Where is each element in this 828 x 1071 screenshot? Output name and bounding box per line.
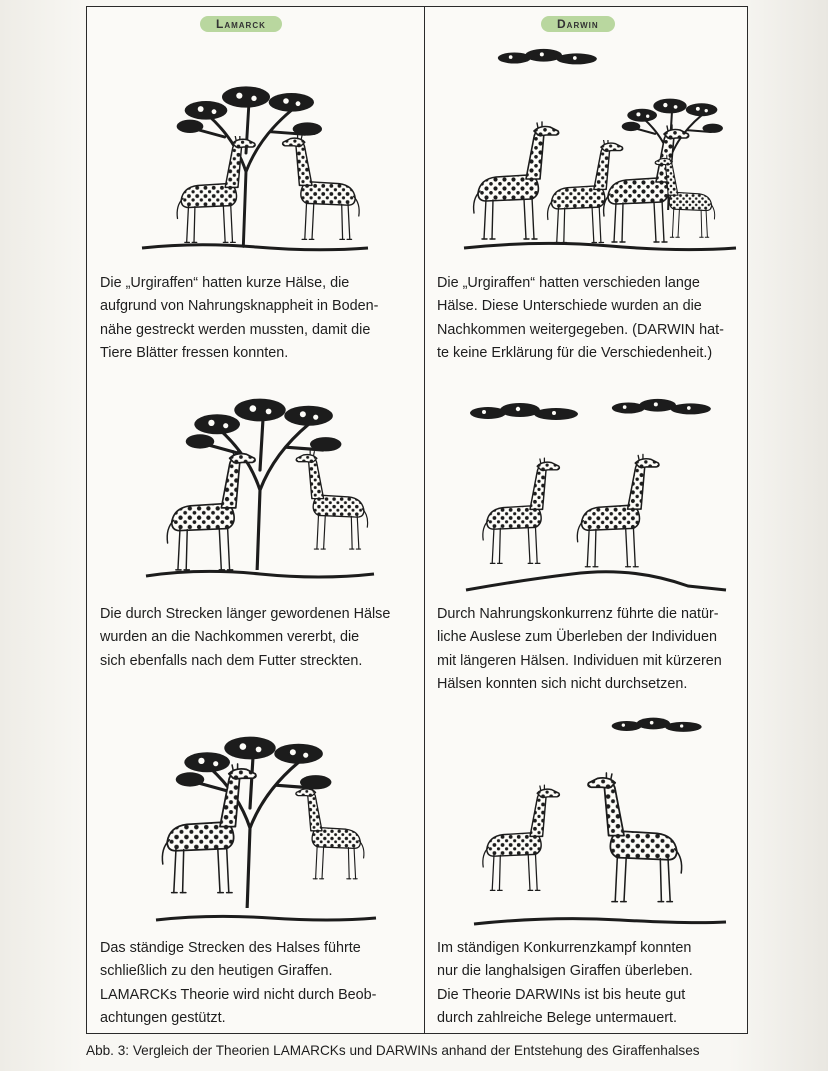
darwin-illustration-2 — [462, 390, 732, 600]
darwin-caption-2: Durch Nahrungskonkurrenz führte die natür- liche Auslese zum Überleben der Individuen mit längeren Hälsen. Individuen mit kürzeren Hälsen konnten sich nicht durchsetzen. — [437, 606, 722, 692]
darwin-column-header: Darwin — [541, 16, 615, 32]
darwin-illustration-3 — [470, 706, 730, 932]
darwin-illustration-1 — [460, 40, 740, 260]
column-divider — [424, 6, 425, 1034]
lamarck-caption-3: Das ständige Strecken des Halses führte schließlich zu den heutigen Giraffen. LAMARCKs Theorie wird nicht durch Beob- achtungen gestützt. — [100, 940, 377, 1026]
lamarck-column-header: Lamarck — [200, 16, 282, 32]
darwin-caption-1: Die „Urgiraffen“ hatten verschieden lange Hälse. Diese Unterschiede wurden an die Nachkommen weitergegeben. (DARWIN hat- te keine Erklärung für die Verschiedenheit.) — [437, 275, 724, 361]
lamarck-illustration-3 — [150, 708, 380, 930]
lamarck-illustration-2 — [140, 370, 380, 588]
lamarck-illustration-1 — [136, 48, 376, 258]
figure-caption: Abb. 3: Vergleich der Theorien LAMARCKs und DARWINs anhand der Entstehung des Giraffenhalses — [86, 1043, 700, 1058]
lamarck-caption-1: Die „Urgiraffen“ hatten kurze Hälse, die aufgrund von Nahrungsknappheit in Boden- nähe gestreckt werden mussten, damit die Tiere Blätter fressen konnten. — [100, 275, 379, 361]
lamarck-caption-2: Die durch Strecken länger gewordenen Hälse wurden an die Nachkommen vererbt, die sich ebenfalls nach dem Futter streckten. — [100, 606, 391, 669]
darwin-caption-3: Im ständigen Konkurrenzkampf konnten nur die langhalsigen Giraffen überleben. Die Theorie DARWINs ist bis heute gut durch zahlreiche Belege untermauert. — [437, 940, 693, 1026]
